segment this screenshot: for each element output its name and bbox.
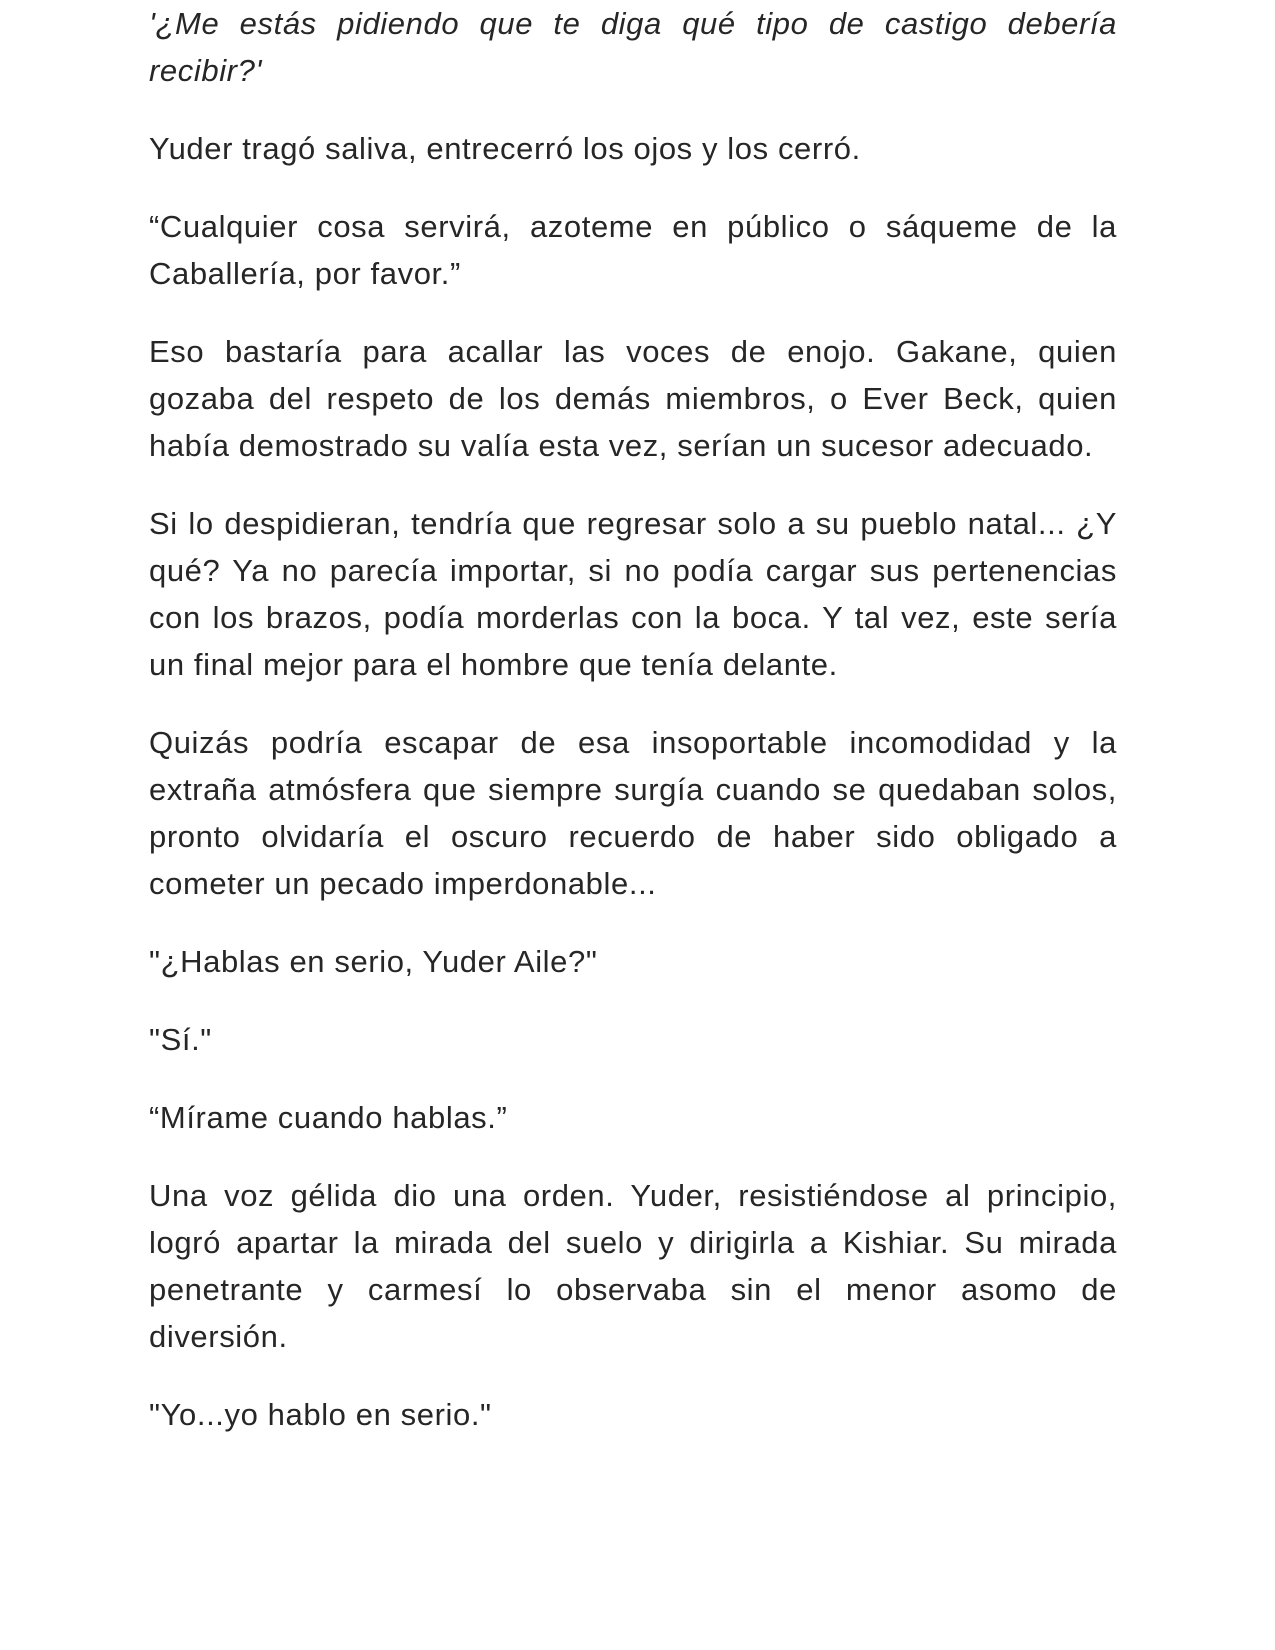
paragraph: “Cualquier cosa servirá, azoteme en público o sáqueme de la Caballería, por favor.” [149,209,1117,291]
paragraph-dialogue: "¿Hablas en serio, Yuder Aile?" [149,944,598,979]
paragraph: Si lo despidieran, tendría que regresar solo a su pueblo natal... ¿Y qué? Ya no parecía importar, si no podía cargar sus pertenencias con los brazos, podía morderlas con la boca. Y tal vez, este sería un final mejor para el hombre que tenía delante. [149,506,1117,682]
paragraph: Yuder tragó saliva, entrecerró los ojos y los cerró. [149,131,861,166]
paragraph: Eso bastaría para acallar las voces de enojo. Gakane, quien gozaba del respeto de los demás miembros, o Ever Beck, quien había demostrado su valía esta vez, serían un sucesor adecuado. [149,334,1117,463]
paragraph-dialogue: “Mírame cuando hablas.” [149,1100,508,1135]
document-page [149,0,1117,1469]
paragraph-dialogue: "Sí." [149,1022,212,1057]
paragraph-italic-question: '¿Me estás pidiendo que te diga qué tipo de castigo debería recibir?' [149,6,1117,88]
paragraph-dialogue: "Yo...yo hablo en serio." [149,1397,492,1432]
paragraph: Una voz gélida dio una orden. Yuder, resistiéndose al principio, logró apartar la mirada del suelo y dirigirla a Kishiar. Su mirada penetrante y carmesí lo observaba sin el menor asomo de diversión. [149,1178,1117,1354]
paragraph: Quizás podría escapar de esa insoportable incomodidad y la extraña atmósfera que siempre surgía cuando se quedaban solos, pronto olvidaría el oscuro recuerdo de haber sido obligado a cometer un pecado imperdonable... [149,725,1117,901]
